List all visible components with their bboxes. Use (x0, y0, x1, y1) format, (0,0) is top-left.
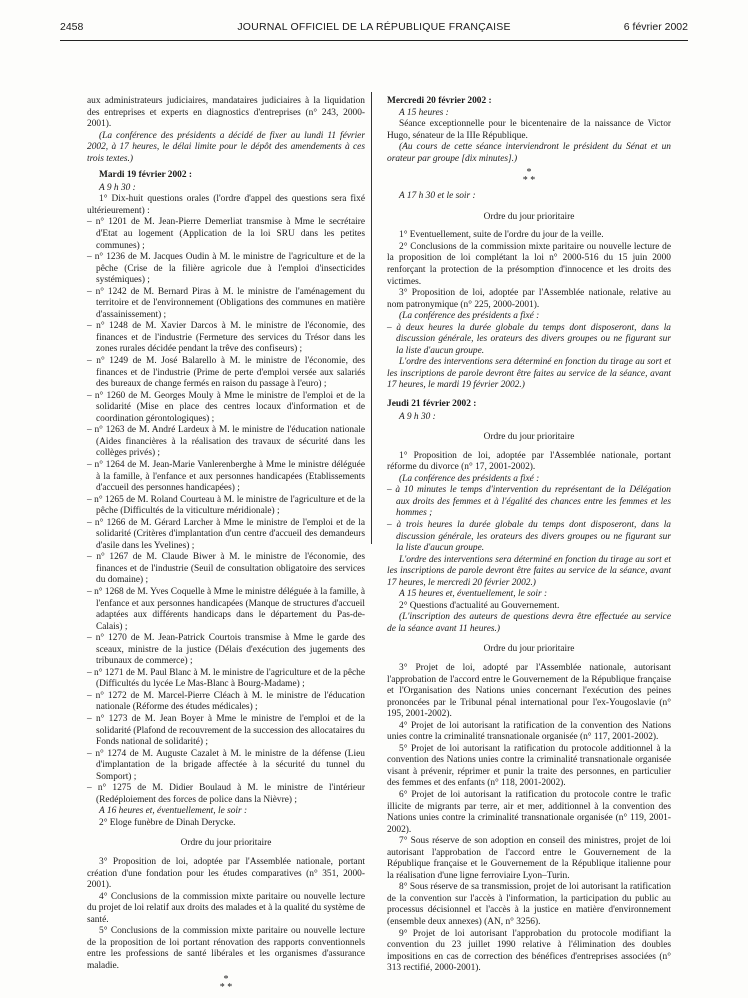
priority-order-heading: Ordre du jour prioritaire (483, 644, 575, 655)
conference-note: (La conférence des présidents a fixé : (399, 311, 540, 322)
day-heading-tuesday: Mardi 19 février 2002 : (99, 170, 193, 181)
conference-note: L'ordre des interventions sera déterminé en fonction du tirage au sort et les inscriptions de parole devront être faites au service de la séance, avant 17 heures, le mardi 19 février 2002.) (387, 357, 671, 391)
oral-question: – n° 1275 de M. Didier Boulaud à M. le ministre de l'intérieur (Redéploiement des forces de police dans la Nièvre) ; (87, 783, 365, 805)
oral-question: – n° 1249 de M. José Balarello à M. le ministre de l'économie, des finances et de l'industrie (Prime de perte d'emploi versée aux salariés des bureaux de change fermés en raison du passage à l'euro) ; (87, 356, 365, 390)
agenda-item: 8° Sous réserve de sa transmission, projet de loi autorisant la ratification de la convention sur l'accès à l'information, la participation du public au processus décisionnel et l'accès à la justice en matière d'environnement (ensemble deux annexes) (AN, n° 3256). (387, 882, 671, 927)
separator-star: * (223, 974, 229, 986)
agenda-item: 1° Eventuellement, suite de l'ordre du jour de la veille. (399, 230, 604, 241)
day-heading-wednesday: Mercredi 20 février 2002 : (387, 96, 492, 106)
agenda-item: 4° Projet de loi autorisant la ratification de la convention des Nations unies contre la criminalité transnationale organisée (n° 117, 2001-2002). (387, 720, 671, 743)
page-number: 2458 (60, 21, 84, 33)
journal-title: JOURNAL OFFICIEL DE LA RÉPUBLIQUE FRANÇAISE (237, 21, 511, 33)
oral-question: – n° 1264 de M. Jean-Marie Vanlerenberghe à Mme le ministre déléguée à la famille, à l'enfance et aux personnes handicapées (Etablissements d'accueil des personnes handicapées) ; (87, 459, 365, 494)
section-separator (87, 976, 365, 992)
agenda-item: 6° Projet de loi autorisant la ratification du protocole contre le trafic illicite de migrants par terre, air et mer, additionnel à la convention des Nations unies contre la criminalité transnationale organisée (n° 119, 2001-2002). (387, 789, 671, 835)
agenda-item: 1° Dix-huit questions orales (l'ordre d'appel des questions sera fixé ultérieurement) : (87, 194, 365, 216)
oral-question: – n° 1236 de M. Jacques Oudin à M. le ministre de l'agriculture et de la pêche (Crise de la filière agricole due à l'emploi d'insecticides systémiques) ; (87, 252, 365, 286)
time-heading: A 17 h 30 et le soir : (399, 191, 476, 202)
conference-note: (La conférence des présidents a fixé : (399, 473, 540, 484)
conference-note: (La conférence des présidents a décidé de fixer au lundi 11 février 2002, à 17 heures, le délai limite pour le dépôt des amendements à ces trois textes.) (87, 130, 365, 164)
left-column (87, 96, 365, 998)
issue-date: 6 février 2002 (623, 21, 688, 33)
time-heading: A 15 heures et, éventuellement, le soir : (399, 589, 548, 600)
agenda-item: 2° Eloge funèbre de Dinah Derycke. (99, 817, 236, 828)
header-rule (60, 40, 688, 41)
right-column (387, 96, 671, 975)
agenda-item: 7° Sous réserve de son adoption en conseil des ministres, projet de loi autorisant l'approbation de l'accord entre le Gouvernement de la République française et le Gouvernement de la République italienne pour la réalisation d'une ligne ferroviaire Lyon–Turin. (387, 836, 671, 881)
priority-order-heading: Ordre du jour prioritaire (180, 838, 272, 849)
conference-note-item: – à 10 minutes le temps d'intervention du représentant de la Délégation aux droits des femmes et à l'égalité des chances entre les femmes et les hommes ; (387, 485, 671, 519)
agenda-item: 2° Questions d'actualité au Gouvernement. (399, 600, 560, 611)
priority-order-heading: Ordre du jour prioritaire (483, 211, 575, 222)
intro-text: aux administrateurs judiciaires, mandataires judiciaires à la liquidation des entreprises et experts en diagnostics d'entreprises (n° 243, 2000-2001). (87, 96, 365, 130)
oral-question: – n° 1271 de M. Paul Blanc à M. le ministre de l'agriculture et de la pêche (Difficultés du lycée Le Mas-Blanc à Bourg-Madame) ; (87, 667, 365, 690)
agenda-item: 3° Proposition de loi, adoptée par l'Assemblée nationale, portant création d'une fondation pour les études comparatives (n° 351, 2000-2001). (87, 857, 365, 891)
section-separator (387, 169, 671, 185)
oral-question: – n° 1201 de M. Jean-Pierre Demerliat transmise à Mme le secrétaire d'Etat au logement (Application de la loi SRU dans les petites communes) ; (87, 217, 365, 251)
agenda-note: (L'inscription des auteurs de questions devra être effectuée au service de la séance avant 11 heures.) (387, 612, 671, 634)
session-text: Séance exceptionnelle pour le bicentenaire de la naissance de Victor Hugo, sénateur de la IIIe République. (387, 119, 671, 141)
conference-note-item: – à deux heures la durée globale du temps dont disposeront, dans la discussion générale, les orateurs des divers groupes ou ne figurant sur la liste d'aucun groupe. (387, 322, 671, 356)
oral-question: – n° 1242 de M. Bernard Piras à M. le ministre de l'aménagement du territoire et de l'environnement (Obligations des communes en matière d'assainissement) ; (87, 286, 365, 320)
oral-question: – n° 1270 de M. Jean-Patrick Courtois transmise à Mme le garde des sceaux, ministre de la justice (Délais d'exécution des jugements des tribunaux de commerce) ; (87, 633, 365, 667)
oral-question: – n° 1268 de M. Yves Coquelle à Mme le ministre déléguée à la famille, à l'enfance et aux personnes handicapées (Manque de structures d'accueil adaptées aux différents handicaps dans le département du Pas-de-Calais) ; (87, 586, 365, 632)
conference-note: L'ordre des interventions sera déterminé en fonction du tirage au sort et les inscriptions de parole devront être faites au service de la séance, avant 17 heures, le mercredi 20 février 2002.) (387, 554, 671, 588)
column-divider (371, 92, 372, 544)
oral-question: – n° 1260 de M. Georges Mouly à Mme le ministre de l'emploi et de la solidarité (Mise en place des centres locaux d'information et de coordination gérontologiques) ; (87, 390, 365, 424)
separator-star: * (526, 167, 532, 179)
agenda-item: 9° Projet de loi autorisant l'approbation du protocole modifiant la convention du 23 juillet 1990 relative à l'élimination des doubles impositions en cas de correction des bénéfices d'entreprises associées (n° 313 rectifié, 2000-2001). (387, 928, 671, 974)
agenda-item: 3° Projet de loi, adopté par l'Assemblée nationale, autorisant l'approbation de l'accord entre le Gouvernement de la République française et l'Organisation des Nations unies concernant l'exécution des peines prononcées par le Tribunal pénal international pour l'ex-Yougoslavie (n° 195, 2001-2002). (387, 662, 671, 720)
oral-question: – n° 1272 de M. Marcel-Pierre Cléach à M. le ministre de l'éducation nationale (Réforme des études médicales) ; (87, 690, 365, 713)
oral-question: – n° 1248 de M. Xavier Darcos à M. le ministre de l'économie, des finances et de l'industrie (Fermeture des services du Trésor dans les zones rurales décidée pendant la trêve des confiseurs) ; (87, 321, 365, 355)
page-header (60, 18, 688, 38)
time-heading: A 15 heures : (399, 107, 449, 118)
day-heading-thursday: Jeudi 21 février 2002 : (387, 399, 477, 410)
oral-question: – n° 1265 de M. Roland Courteau à M. le ministre de l'agriculture et de la pêche (Difficultés de la viticulture méridionale) ; (87, 494, 365, 517)
agenda-item: 5° Projet de loi autorisant la ratification du protocole additionnel à la convention des Nations unies contre la criminalité transnationale organisée visant à prévenir, réprimer et punir la traite des personnes, en particulier des femmes et des enfants (n° 118, 2001-2002). (387, 743, 671, 789)
oral-question: – n° 1267 de M. Claude Biwer à M. le ministre de l'économie, des finances et de l'industrie (Seuil de consultation obligatoire des services du domaine) ; (87, 552, 365, 586)
agenda-item: 3° Proposition de loi, adoptée par l'Assemblée nationale, relative au nom patronymique (n° 225, 2000-2001). (387, 288, 671, 310)
priority-order-heading: Ordre du jour prioritaire (483, 432, 575, 443)
agenda-item: 4° Conclusions de la commission mixte paritaire ou nouvelle lecture du projet de loi relatif aux droits des malades et à la qualité du système de santé. (87, 891, 365, 925)
time-heading: A 16 heures et, éventuellement, le soir : (99, 806, 248, 817)
session-note: (Au cours de cette séance interviendront le président du Sénat et un orateur par groupe [dix minutes].) (387, 142, 671, 164)
time-heading: A 9 h 30 : (399, 411, 436, 422)
separator-stars: * * (522, 175, 536, 187)
agenda-item: 2° Conclusions de la commission mixte paritaire ou nouvelle lecture de la proposition de loi complétant la loi n° 2000-516 du 15 juin 2000 renforçant la protection de la présomption d'innocence et les droits des victimes. (387, 241, 671, 287)
agenda-item: 1° Proposition de loi, adoptée par l'Assemblée nationale, portant réforme du divorce (n° 17, 2001-2002). (387, 450, 671, 473)
oral-question: – n° 1273 de M. Jean Boyer à Mme le ministre de l'emploi et de la solidarité (Plafond de recouvrement de la succession des allocataires du Fonds national de solidarité) ; (87, 713, 365, 748)
oral-question: – n° 1263 de M. André Lardeux à M. le ministre de l'éducation nationale (Aides financières à la réalisation des travaux de sécurité dans les collèges privés) ; (87, 425, 365, 459)
time-heading: A 9 h 30 : (99, 182, 136, 193)
separator-stars: * * (219, 982, 233, 994)
conference-note-item: – à trois heures la durée globale du temps dont disposeront, dans la discussion générale, les orateurs des divers groupes ou ne figurant sur la liste d'aucun groupe. (387, 519, 671, 554)
oral-question: – n° 1266 de M. Gérard Larcher à Mme le ministre de l'emploi et de la solidarité (Critères d'implantation d'un centre d'accueil des demandeurs d'asile dans les Yvelines) ; (87, 517, 365, 551)
oral-question: – n° 1274 de M. Auguste Cazalet à M. le ministre de la défense (Lieu d'implantation de la brigade affectée à la sécurité du tunnel du Somport) ; (87, 748, 365, 782)
agenda-item: 5° Conclusions de la commission mixte paritaire ou nouvelle lecture de la proposition de loi portant rénovation des rapports conventionnels entre les professions de santé libérales et les organismes d'assurance maladie. (87, 926, 365, 971)
